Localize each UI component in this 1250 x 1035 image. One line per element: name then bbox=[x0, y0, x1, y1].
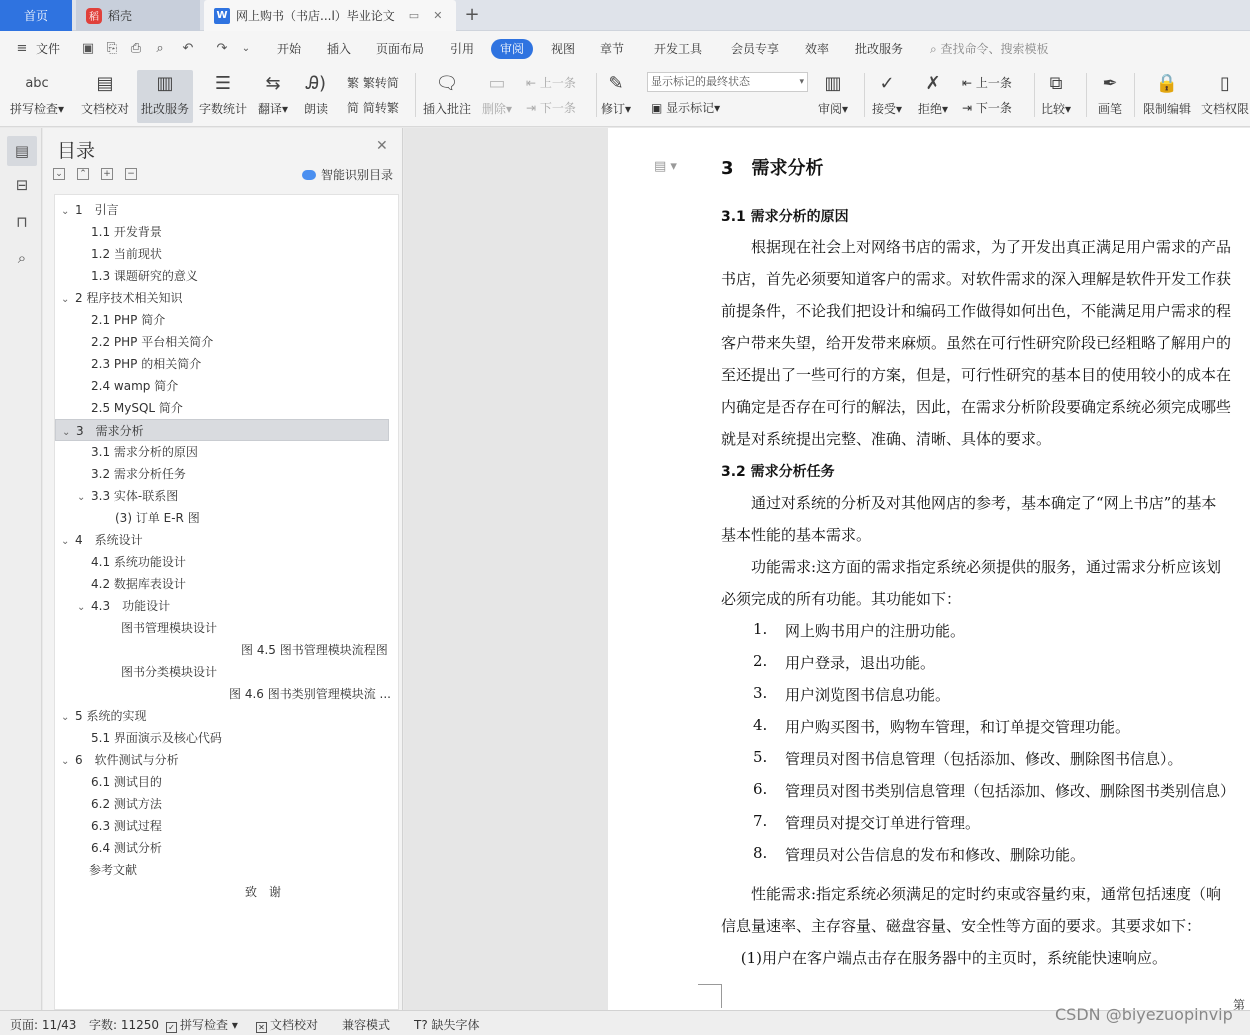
chevron-down-icon[interactable]: ⌄ bbox=[61, 756, 70, 767]
check-icon: ✓ bbox=[166, 1022, 177, 1033]
toc-item[interactable]: 6.3 测试过程 bbox=[91, 819, 162, 833]
list-number: 2. bbox=[753, 652, 768, 670]
toc-item[interactable]: 5.1 界面演示及核心代码 bbox=[91, 731, 222, 745]
next-change-button[interactable]: ⇥ 下一条 bbox=[962, 101, 1012, 115]
spell-check-icon: abc bbox=[25, 76, 49, 91]
close-icon[interactable]: ✕ bbox=[433, 9, 443, 22]
text-line: 信息量速率、主存容量、磁盘容量、安全性等方面的要求。其要求如下： bbox=[721, 917, 1202, 935]
toc-item[interactable]: 参考文献 bbox=[89, 863, 138, 877]
accept-icon: ✓ bbox=[879, 73, 895, 94]
text-line: 内确定是否存在可行的解法，因此，在需求分析阶段要确定系统必须完成哪些 bbox=[721, 398, 1232, 416]
chevron-down-icon[interactable]: ⌄ bbox=[61, 536, 70, 547]
chevron-down-icon[interactable]: ⌄ bbox=[77, 492, 86, 503]
heading-2: 3.1 需求分析的原因 bbox=[721, 209, 849, 225]
next-change-icon: ⇥ bbox=[962, 101, 976, 115]
status-proofread[interactable]: ✕ 文档校对 bbox=[256, 1016, 318, 1033]
trad-to-simp-button[interactable]: 繁 繁转简 bbox=[347, 76, 399, 90]
show-markup-icon: ▣ bbox=[651, 101, 667, 115]
toc-item[interactable]: 6.4 测试分析 bbox=[91, 841, 162, 855]
list-number: 8. bbox=[753, 844, 768, 862]
menu-chapter[interactable]: 章节 bbox=[600, 42, 625, 56]
search-icon[interactable]: ⌕ bbox=[17, 249, 27, 267]
text-line: 必须完成的所有功能。其功能如下： bbox=[721, 590, 962, 608]
toc-item[interactable]: 6.2 测试方法 bbox=[91, 797, 162, 811]
translate-button[interactable]: ⇆ 翻译▾ bbox=[258, 70, 288, 123]
menu-layout[interactable]: 页面布局 bbox=[376, 42, 425, 56]
status-spell-check[interactable]: ✓ 拼写检查 ▾ bbox=[166, 1016, 238, 1033]
toc-icon[interactable]: ▤ bbox=[7, 136, 37, 166]
proof-icon: ✕ bbox=[256, 1022, 267, 1033]
text-line: (1)用户在客户端点击存在服务器中的主页时，系统能快速响应。 bbox=[721, 949, 1168, 967]
prev-comment-button[interactable]: ⇤ 上一条 bbox=[526, 76, 576, 90]
text-line: 前提条件，不论我们把设计和编码工作做得如何出色，不能满足用户需求的程 bbox=[721, 302, 1232, 320]
word-count-icon: ☰ bbox=[214, 73, 232, 94]
undo-icon[interactable]: ↶ bbox=[182, 41, 194, 56]
prev-icon: ⇤ bbox=[526, 76, 540, 90]
toc-item[interactable]: ⌄ 3 需求分析 bbox=[55, 419, 389, 441]
toc-panel bbox=[43, 128, 403, 1010]
show-markup-button[interactable]: ▣ 显示标记▾ bbox=[651, 101, 721, 115]
ribbon-divider bbox=[1034, 73, 1035, 117]
proofread-button[interactable]: ▤ 文档校对 bbox=[81, 70, 129, 123]
text-line: 书店，首先必须要知道客户的需求。对软件需求的深入理解是软件开发工作获 bbox=[721, 270, 1232, 288]
chevron-down-icon: ▾ bbox=[799, 77, 804, 87]
writer-icon: W bbox=[214, 8, 230, 24]
toc-item[interactable]: (3) 订单 E-R 图 bbox=[115, 511, 200, 525]
preview-icon[interactable]: ⌕ bbox=[156, 41, 164, 56]
collapse-all-icon[interactable]: ⌃ bbox=[77, 168, 89, 180]
next-comment-button[interactable]: ⇥ 下一条 bbox=[526, 101, 576, 115]
text-line: 客户带来失望，给开发带来麻烦。虽然在可行性研究阶段已经粗略了解用户的 bbox=[721, 334, 1232, 352]
remove-level-icon[interactable]: − bbox=[125, 168, 137, 180]
menu-reference[interactable]: 引用 bbox=[450, 42, 475, 56]
ribbon-toolbar bbox=[0, 67, 1250, 127]
tab-daoke[interactable]: 稻 稻壳 bbox=[76, 0, 200, 31]
comment-add-icon: 🗨 bbox=[435, 73, 459, 94]
word-count-button[interactable]: ☰ 字数统计 bbox=[199, 70, 247, 123]
toc-item[interactable]: 图 4.5 图书管理模块流程图 bbox=[241, 643, 388, 657]
toc-item[interactable]: ⌄ 4.3 功能设计 bbox=[55, 595, 170, 617]
delete-comment-button[interactable]: ▭ 删除▾ bbox=[482, 70, 512, 123]
font-icon: T? bbox=[414, 1018, 432, 1032]
doc-permission-button[interactable]: ▯ 文档权限 bbox=[1201, 70, 1249, 123]
comment-delete-icon: ▭ bbox=[488, 73, 506, 94]
proofread-icon: ▤ bbox=[96, 73, 114, 94]
page-gutter bbox=[404, 128, 608, 1010]
spell-check-button[interactable]: abc 拼写检查▾ bbox=[10, 70, 64, 123]
restrict-edit-button[interactable]: 🔒 限制编辑 bbox=[1143, 70, 1191, 123]
daoke-icon: 稻 bbox=[86, 8, 102, 24]
accept-button[interactable]: ✓ 接受▾ bbox=[872, 70, 902, 123]
markup-state-select[interactable]: 显示标记的最终状态 ▾ bbox=[647, 72, 808, 92]
command-search[interactable]: ⌕ 查找命令、搜索模板 bbox=[930, 42, 1049, 56]
list-item: 管理员对图书类别信息管理（包括添加、修改、删除图书类别信息） bbox=[785, 782, 1236, 800]
toc-item[interactable]: 1.3 课题研究的意义 bbox=[91, 269, 198, 283]
reject-icon: ✗ bbox=[925, 73, 941, 94]
toc-item[interactable]: 2.1 PHP 简介 bbox=[91, 313, 166, 327]
chevron-down-icon[interactable]: ⌄ bbox=[241, 43, 251, 54]
toc-item[interactable]: ⌄ 3.3 实体-联系图 bbox=[55, 485, 178, 507]
search-icon: ⌕ bbox=[930, 42, 941, 56]
chevron-down-icon[interactable]: ⌄ bbox=[61, 712, 70, 723]
permission-icon: ▯ bbox=[1220, 73, 1230, 94]
correction-icon: ▥ bbox=[156, 73, 174, 94]
read-aloud-button[interactable]: Ꭿ) 朗读 bbox=[302, 70, 330, 123]
menu-view[interactable]: 视图 bbox=[551, 42, 576, 56]
list-item: 管理员对公告信息的发布和修改、删除功能。 bbox=[785, 846, 1086, 864]
heading-2: 3.2 需求分析任务 bbox=[721, 464, 835, 480]
hamburger-icon[interactable]: ≡ bbox=[16, 41, 28, 56]
menu-devtools[interactable]: 开发工具 bbox=[654, 42, 703, 56]
add-level-icon[interactable]: + bbox=[101, 168, 113, 180]
toc-item[interactable]: ⌄ 1 引言 bbox=[55, 199, 119, 221]
text-line: 至还提出了一些可行的方案，但是，可行性研究的基本目的使用较小的成本在 bbox=[721, 366, 1232, 384]
tab-document[interactable]: W 网上购书（书店...l）毕业论文 ▭ ✕ bbox=[204, 0, 456, 31]
toc-item[interactable]: 1.2 当前现状 bbox=[91, 247, 162, 261]
expand-all-icon[interactable]: ⌄ bbox=[53, 168, 65, 180]
ribbon-divider bbox=[1134, 73, 1135, 117]
word-count[interactable]: 字数: 11250 bbox=[89, 1018, 160, 1032]
simp-icon: 简 bbox=[347, 101, 363, 115]
page-corner-mark bbox=[698, 984, 722, 1008]
export-icon[interactable]: ⎘ bbox=[106, 41, 118, 56]
toc-list bbox=[54, 194, 399, 1010]
page-number: 第 bbox=[1233, 998, 1246, 1010]
menu-insert[interactable]: 插入 bbox=[327, 42, 352, 56]
trad-icon: 繁 bbox=[347, 76, 363, 90]
chevron-down-icon[interactable]: ⌄ bbox=[61, 294, 70, 305]
reject-button[interactable]: ✗ 拒绝▾ bbox=[918, 70, 948, 123]
toc-item[interactable]: 3.2 需求分析任务 bbox=[91, 467, 186, 481]
redo-icon[interactable]: ↷ bbox=[216, 41, 228, 56]
toc-item[interactable]: 2.3 PHP 的相关简介 bbox=[91, 357, 202, 371]
page-indicator[interactable]: 页面: 11/43 bbox=[10, 1018, 77, 1032]
chapter-icon[interactable]: ⊟ bbox=[15, 176, 29, 194]
chevron-down-icon[interactable]: ⌄ bbox=[77, 602, 86, 613]
document-page[interactable] bbox=[608, 128, 1250, 1010]
pen-icon: ✒ bbox=[1102, 73, 1118, 94]
toc-item[interactable]: 致 谢 bbox=[245, 885, 282, 899]
pen-button[interactable]: ✒ 画笔 bbox=[1096, 70, 1124, 123]
menu-bar bbox=[0, 31, 1250, 67]
toc-item[interactable]: 2.5 MySQL 简介 bbox=[91, 401, 183, 415]
list-number: 4. bbox=[753, 716, 768, 734]
text-line: 性能需求:指定系统必须满足的定时约束或容量约束，通常包括速度（响 bbox=[721, 885, 1222, 903]
ribbon-divider bbox=[596, 73, 597, 117]
text-line: 根据现在社会上对网络书店的需求，为了开发出真正满足用户需求的产品 bbox=[721, 238, 1232, 256]
ribbon-divider bbox=[864, 73, 865, 117]
toc-title: 目录 bbox=[57, 140, 96, 162]
tab-bar bbox=[0, 0, 1250, 31]
tab-home[interactable]: 首页 bbox=[0, 0, 72, 31]
menu-efficiency[interactable]: 效率 bbox=[805, 42, 830, 56]
toc-item[interactable]: 4.2 数据库表设计 bbox=[91, 577, 186, 591]
pin-icon[interactable]: ▭ bbox=[408, 9, 420, 22]
list-item: 管理员对图书信息管理（包括添加、修改、删除图书信息）。 bbox=[785, 750, 1183, 768]
simp-to-trad-button[interactable]: 简 简转繁 bbox=[347, 101, 399, 115]
toc-item[interactable]: 3.1 需求分析的原因 bbox=[91, 445, 198, 459]
toc-item[interactable]: 图 4.6 图书类别管理模块流 ... bbox=[229, 687, 391, 701]
list-item: 用户浏览图书信息功能。 bbox=[785, 686, 951, 704]
track-changes-icon: ✎ bbox=[608, 73, 624, 94]
missing-font[interactable]: T? 缺失字体 bbox=[414, 1018, 480, 1032]
menu-member[interactable]: 会员专享 bbox=[731, 42, 780, 56]
toc-item[interactable]: ⌄ 6 软件测试与分析 bbox=[55, 749, 179, 771]
smart-icon bbox=[302, 170, 316, 180]
text-line: 基本性能的基本需求。 bbox=[721, 526, 872, 544]
menu-file[interactable]: 文件 bbox=[36, 42, 61, 56]
text-line: 通过对系统的分析及对其他网店的参考，基本确定了“网上书店”的基本 bbox=[721, 494, 1217, 512]
new-tab-button[interactable]: + bbox=[464, 4, 480, 25]
review-pane-icon: ▥ bbox=[824, 73, 842, 94]
watermark: CSDN @biyezuopinvip bbox=[1055, 1005, 1233, 1024]
toc-item[interactable]: 2.4 wamp 简介 bbox=[91, 379, 179, 393]
list-number: 5. bbox=[753, 748, 768, 766]
translate-icon: ⇆ bbox=[265, 73, 281, 94]
track-changes-button[interactable]: ✎ 修订▾ bbox=[601, 70, 631, 123]
compat-mode: 兼容模式 bbox=[342, 1018, 391, 1032]
menu-review[interactable]: 审阅 bbox=[491, 39, 533, 59]
list-number: 1. bbox=[753, 620, 768, 638]
insert-comment-button[interactable]: 🗨 插入批注 bbox=[423, 70, 471, 123]
toc-item[interactable]: 2.2 PHP 平台相关简介 bbox=[91, 335, 214, 349]
print-icon[interactable]: ⎙ bbox=[130, 41, 142, 56]
toc-item[interactable]: 图书管理模块设计 bbox=[121, 621, 218, 635]
ribbon-divider bbox=[1086, 73, 1087, 117]
menu-start[interactable]: 开始 bbox=[277, 42, 302, 56]
correction-service-button[interactable]: ▥ 批改服务 bbox=[137, 70, 193, 123]
toc-item[interactable]: 4.1 系统功能设计 bbox=[91, 555, 186, 569]
toc-item[interactable]: 6.1 测试目的 bbox=[91, 775, 162, 789]
bookmark-icon[interactable]: ⊓ bbox=[16, 213, 28, 231]
compare-icon: ⧉ bbox=[1049, 73, 1063, 94]
save-icon[interactable]: ▣ bbox=[81, 41, 95, 56]
list-item: 用户登录，退出功能。 bbox=[785, 654, 936, 672]
toc-item[interactable]: 1.1 开发背景 bbox=[91, 225, 162, 239]
toc-item[interactable]: ⌄ 4 系统设计 bbox=[55, 529, 143, 551]
compare-button[interactable]: ⧉ 比较▾ bbox=[1041, 70, 1071, 123]
close-icon[interactable]: ✕ bbox=[376, 138, 388, 154]
smart-toc-button[interactable]: 智能识别目录 bbox=[302, 166, 393, 183]
ribbon-divider bbox=[415, 73, 416, 117]
nav-sidebar bbox=[0, 128, 42, 1010]
chevron-down-icon[interactable]: ⌄ bbox=[62, 427, 71, 438]
heading-1: 3 需求分析 bbox=[721, 158, 824, 179]
next-icon: ⇥ bbox=[526, 101, 540, 115]
list-number: 6. bbox=[753, 780, 768, 798]
list-item: 管理员对提交订单进行管理。 bbox=[785, 814, 981, 832]
page-options-icon[interactable]: ▤ ▾ bbox=[654, 159, 677, 174]
text-line: 功能需求:这方面的需求指定系统必须提供的服务，通过需求分析应该划 bbox=[721, 558, 1222, 576]
toc-item[interactable]: ⌄ 5 系统的实现 bbox=[55, 705, 146, 727]
list-number: 7. bbox=[753, 812, 768, 830]
list-item: 用户购买图书，购物车管理，和订单提交管理功能。 bbox=[785, 718, 1131, 736]
list-item: 网上购书用户的注册功能。 bbox=[785, 622, 966, 640]
prev-change-icon: ⇤ bbox=[962, 76, 976, 90]
toc-item[interactable]: 图书分类模块设计 bbox=[121, 665, 218, 679]
review-pane-button[interactable]: ▥ 审阅▾ bbox=[818, 70, 848, 123]
prev-change-button[interactable]: ⇤ 上一条 bbox=[962, 76, 1012, 90]
toc-item[interactable]: ⌄ 2 程序技术相关知识 bbox=[55, 287, 182, 309]
list-number: 3. bbox=[753, 684, 768, 702]
menu-correction[interactable]: 批改服务 bbox=[855, 42, 904, 56]
lock-icon: 🔒 bbox=[1155, 73, 1179, 94]
chevron-down-icon[interactable]: ⌄ bbox=[61, 206, 70, 217]
read-aloud-icon: Ꭿ) bbox=[305, 73, 327, 94]
text-line: 就是对系统提出完整、准确、清晰、具体的要求。 bbox=[721, 430, 1052, 448]
